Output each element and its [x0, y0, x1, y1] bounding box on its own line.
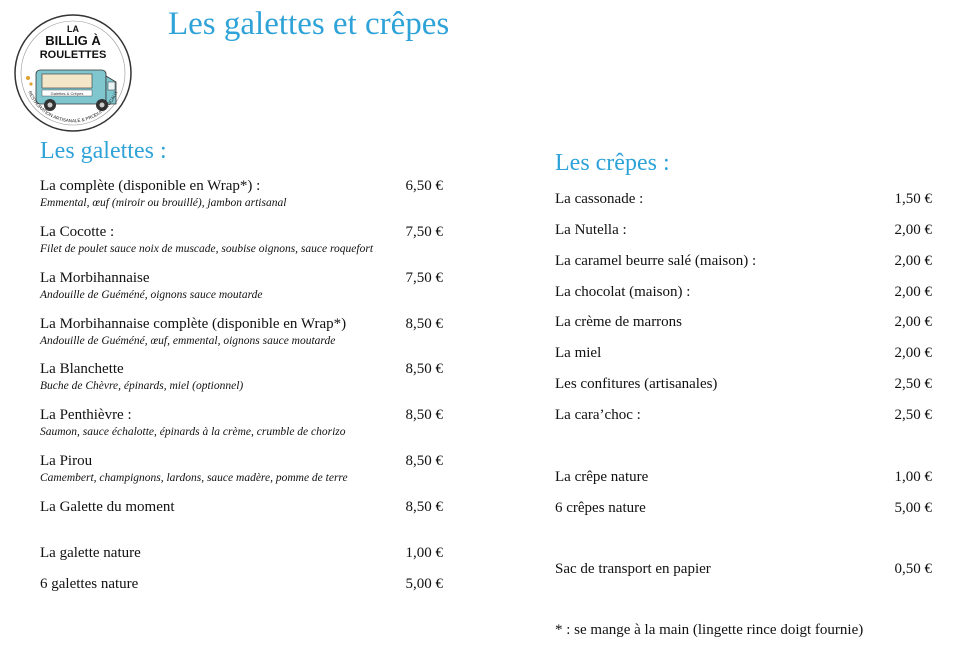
item-price: 8,50 € — [405, 453, 443, 469]
menu-item — [555, 375, 932, 393]
item-name: La miel — [555, 345, 602, 361]
item-name: La galette nature — [40, 545, 141, 561]
logo — [12, 12, 134, 134]
menu-item — [555, 252, 932, 270]
menu-item — [40, 177, 443, 210]
menu-item — [40, 223, 443, 256]
menu-item — [40, 575, 443, 593]
menu-item — [40, 315, 443, 348]
item-price: 2,00 € — [894, 345, 932, 361]
item-name: La chocolat (maison) : — [555, 284, 691, 300]
item-name: La Blanchette — [40, 361, 124, 377]
logo-text-line2: BILLIG À — [45, 33, 101, 48]
item-name: La cassonade : — [555, 191, 644, 207]
menu-item — [40, 360, 443, 393]
item-name: Sac de transport en papier — [555, 561, 711, 577]
item-price: 5,00 € — [894, 500, 932, 516]
item-price: 1,50 € — [894, 191, 932, 207]
truck-sign: Galettes & Crêpes — [50, 91, 84, 96]
item-price: 8,50 € — [405, 361, 443, 377]
item-price: 5,00 € — [405, 576, 443, 592]
item-name: La Morbihannaise complète (disponible en Wrap*) — [40, 316, 347, 332]
item-price: 2,00 € — [894, 222, 932, 238]
page-title: Les galettes et crêpes — [168, 6, 450, 42]
item-price: 2,50 € — [894, 376, 932, 392]
menu-item — [555, 283, 932, 301]
item-description: Emmental, œuf (miroir ou brouillé), jambon artisanal — [40, 197, 287, 209]
item-price: 1,00 € — [405, 545, 443, 561]
menu-item — [555, 468, 932, 486]
menu-item — [555, 313, 932, 331]
crepes-heading: Les crêpes : — [555, 150, 670, 176]
item-name: La complète (disponible en Wrap*) : — [40, 178, 261, 194]
item-price: 1,00 € — [894, 469, 932, 485]
logo-ring-text: RESTAURATION ARTISANALE & PRODUITS LOCAUX — [27, 90, 119, 124]
menu-item — [40, 544, 443, 562]
menu-item — [555, 560, 932, 578]
item-name: 6 galettes nature — [40, 576, 139, 592]
logo-text-line1: LA — [67, 24, 79, 34]
item-price: 8,50 € — [405, 407, 443, 423]
menu-item — [555, 190, 932, 208]
item-price: 7,50 € — [405, 270, 443, 286]
item-description: Camembert, champignons, lardons, sauce madère, pomme de terre — [40, 472, 348, 484]
menu-item — [555, 499, 932, 517]
footnote: * : se mange à la main (lingette rince doigt fournie) — [555, 622, 864, 638]
item-name: La crème de marrons — [555, 314, 683, 330]
item-description: Saumon, sauce échalotte, épinards à la crème, crumble de chorizo — [40, 426, 346, 438]
item-name: La caramel beurre salé (maison) : — [555, 253, 757, 269]
item-description: Andouille de Guéméné, oignons sauce moutarde — [40, 289, 263, 301]
item-description: Filet de poulet sauce noix de muscade, soubise oignons, sauce roquefort — [40, 243, 374, 255]
galettes-heading: Les galettes : — [40, 138, 167, 164]
item-price: 2,00 € — [894, 314, 932, 330]
item-price: 6,50 € — [405, 178, 443, 194]
item-description: Andouille de Guéméné, œuf, emmental, oignons sauce moutarde — [40, 335, 336, 347]
item-description: Buche de Chèvre, épinards, miel (optionnel) — [40, 380, 244, 392]
item-price: 8,50 € — [405, 316, 443, 332]
item-name: La Nutella : — [555, 222, 627, 238]
item-name: La Pirou — [40, 453, 93, 469]
menu-item — [555, 406, 932, 424]
item-name: La Cocotte : — [40, 224, 115, 240]
item-name: La cara’choc : — [555, 407, 641, 423]
item-price: 7,50 € — [405, 224, 443, 240]
logo-text-line3: ROULETTES — [39, 49, 107, 61]
item-name: La Penthièvre : — [40, 407, 132, 423]
item-price: 8,50 € — [405, 499, 443, 515]
item-price: 2,00 € — [894, 253, 932, 269]
item-price: 2,00 € — [894, 284, 932, 300]
menu-item — [40, 269, 443, 302]
item-name: La Morbihannaise — [40, 270, 150, 286]
menu-item — [40, 406, 443, 439]
item-price: 2,50 € — [894, 407, 932, 423]
menu-item — [555, 221, 932, 239]
menu-item — [40, 498, 443, 516]
item-name: 6 crêpes nature — [555, 500, 646, 516]
item-name: La crêpe nature — [555, 469, 649, 485]
item-name: La Galette du moment — [40, 499, 175, 515]
item-price: 0,50 € — [894, 561, 932, 577]
menu-item — [555, 344, 932, 362]
item-name: Les confitures (artisanales) — [555, 376, 718, 392]
menu-item — [40, 452, 443, 485]
